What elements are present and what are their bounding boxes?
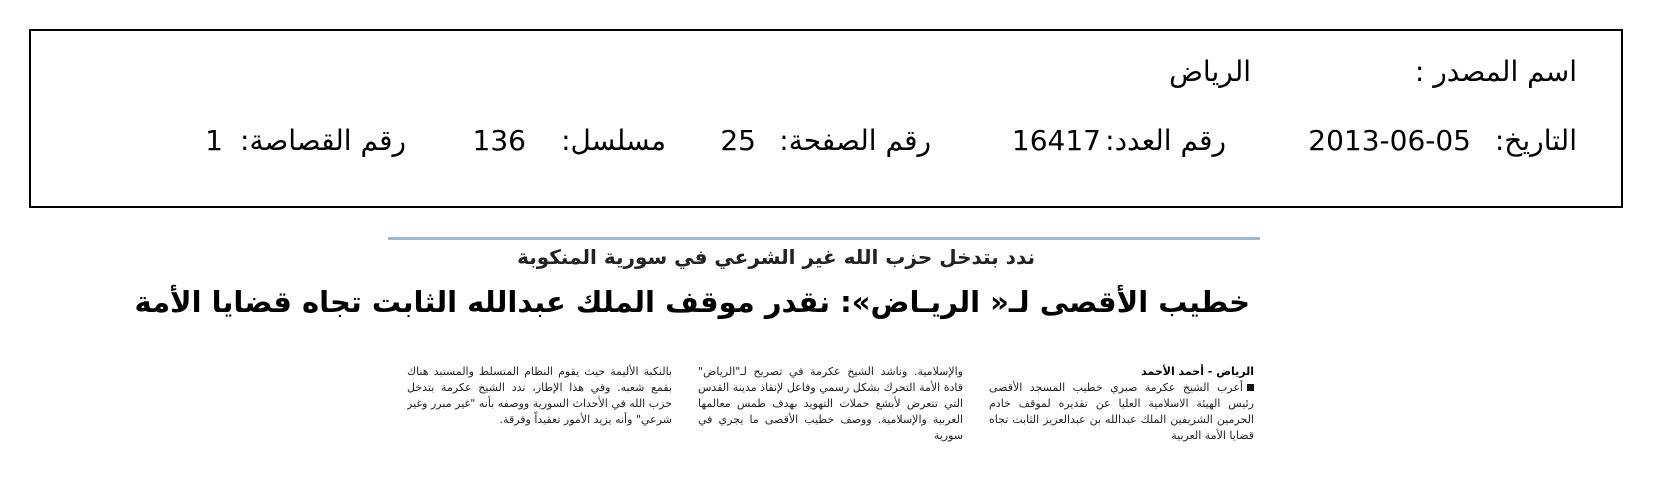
date-label: التاريخ:: [1494, 124, 1577, 157]
page-value: 25: [720, 124, 756, 157]
date-value: 2013-06-05: [1308, 124, 1471, 157]
article-column-2-text: والإسلامية. وناشد الشيخ عكرمة في تصريح لـ"الرياض" قادة الأمة التحرك بشكل رسمي وفاعل لإنقاذ مدينة القدس التي تتعرض لأبشع حملات التهويد بهدف طمس معالمها العربية والإسلامية. ووصف خطيب الأقصى ما يجري في سورية: [698, 365, 963, 442]
article-column-3-text: بالنكبة الأليمة حيث يقوم النظام المتسلط والمستبد هناك بقمع شعبه. وفي هذا الإطار، ندد الشيخ عكرمة بتدخل حزب الله في الأحداث السورية ووصفه بأنه "غير مبرر وغير شرعي" وأنه يزيد الأمور تعقيداً وفرقة.: [407, 365, 672, 426]
article-headline: خطيب الأقصى لـ« الريـاض»: نقدر موقف الملك عبدالله الثابت تجاه قضايا الأمة: [134, 285, 1250, 319]
article-column-3: [407, 364, 672, 456]
clip-number-label: رقم القصاصة:: [240, 124, 406, 157]
article-byline: الرياض - أحمد الأحمد: [1141, 365, 1254, 378]
article-column-1-text: أعرب الشيخ عكرمة صبري خطيب المسجد الأقصى رئيس الهيئة الاسلامية العليا عن تقديره لموقف خادم الحرمين الشريفين الملك عبدالله بن عبدالعزيز الثابت تجاه قضايا الأمة العربية: [989, 381, 1254, 442]
clip-top-rule: [388, 237, 1260, 240]
serial-label: مسلسل:: [561, 124, 666, 157]
issue-label: رقم العدد:: [1105, 124, 1226, 157]
article-kicker: ندد بتدخل حزب الله غير الشرعي في سورية المنكوبة: [517, 245, 1035, 269]
bullet-icon: [1247, 384, 1254, 391]
article-column-1: [989, 364, 1254, 456]
newspaper-clipping: [134, 237, 1260, 459]
source-label: اسم المصدر :: [1414, 55, 1577, 88]
clip-number-value: 1: [205, 124, 223, 157]
article-column-2: [698, 364, 963, 456]
clipping-metadata-box: [29, 29, 1623, 208]
serial-value: 136: [472, 124, 526, 157]
issue-value: 16417: [1011, 124, 1101, 157]
page-label: رقم الصفحة:: [779, 124, 931, 157]
source-value: الرياض: [1169, 55, 1251, 88]
